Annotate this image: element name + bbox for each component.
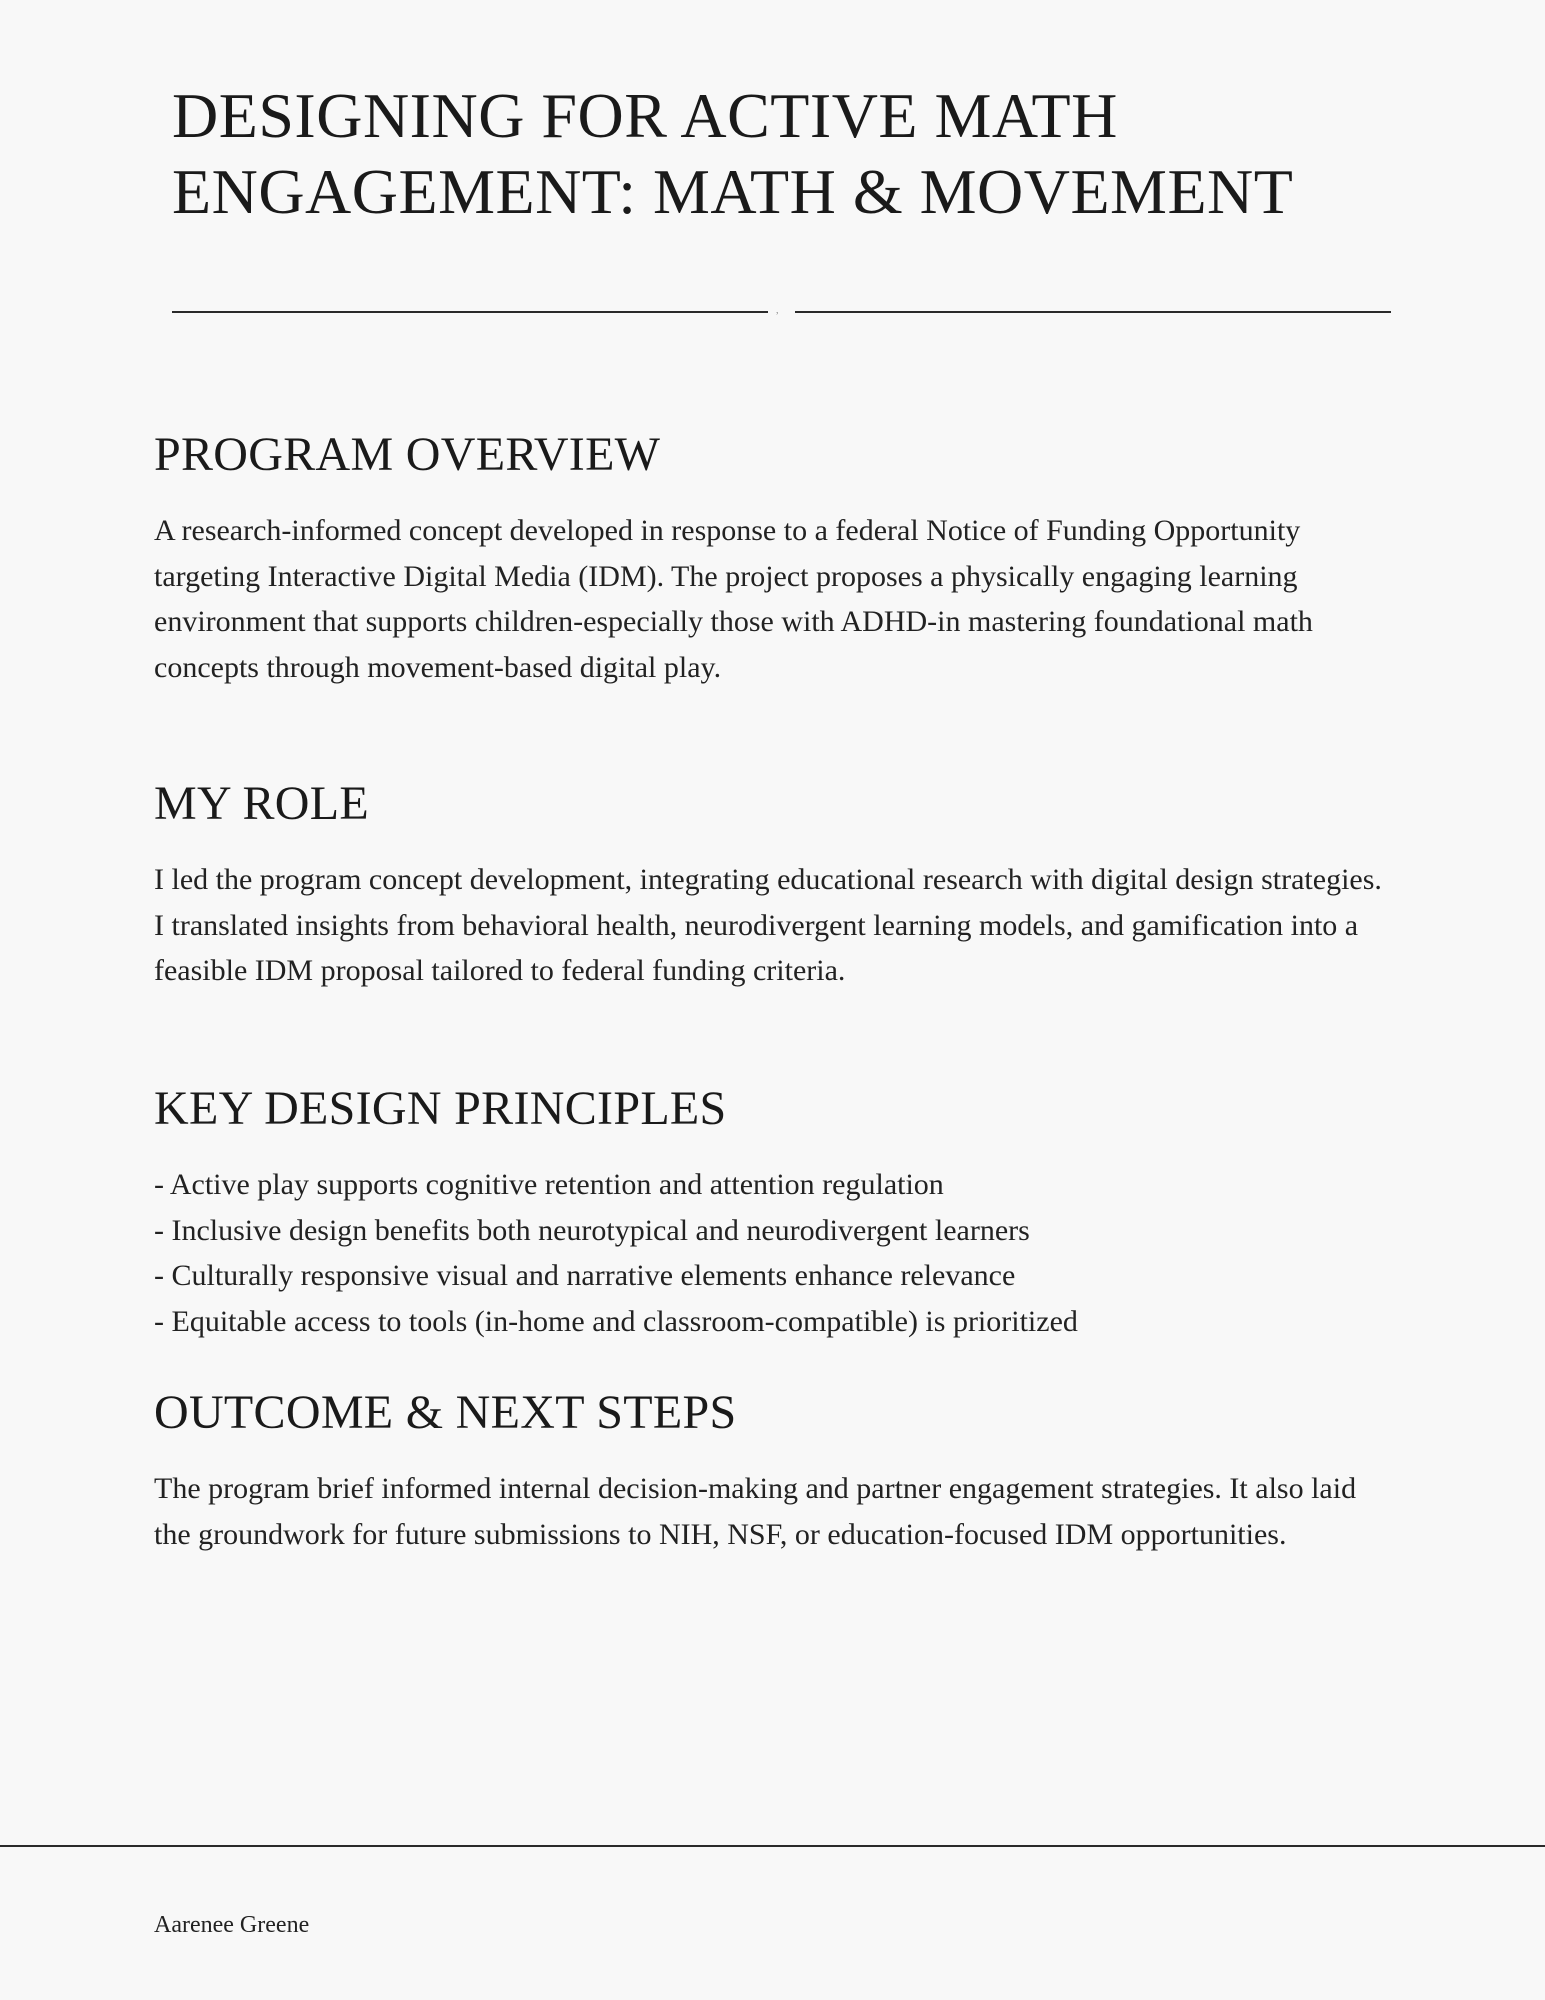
section-heading-principles: KEY DESIGN PRINCIPLES [154, 1082, 727, 1135]
footer-author: Aarenee Greene [154, 1912, 310, 1938]
title-block [172, 78, 1392, 230]
section-heading-outcome: OUTCOME & NEXT STEPS [154, 1386, 737, 1439]
page-title: DESIGNING FOR ACTIVE MATH ENGAGEMENT: MATH & MOVEMENT [172, 80, 1294, 227]
list-item: - Equitable access to tools (in-home and classroom-compatible) is prioritized [154, 1304, 1078, 1338]
list-item: - Inclusive design benefits both neurotypical and neurodivergent learners [154, 1213, 1030, 1247]
section-body-overview: A research-informed concept developed in response to a federal Notice of Funding Opportunity targeting Interactive Digital Media (IDM). The project proposes a physically engaging learning environment that supports children-especially those with ADHD-in mastering foundational math concepts through movement-based digital play. [154, 514, 1313, 684]
title-divider-right [795, 311, 1391, 313]
title-divider-left [172, 311, 768, 313]
section-outcome-next-steps [154, 1384, 1394, 1557]
divider-mark: , [776, 305, 779, 316]
list-item: - Active play supports cognitive retention and attention regulation [154, 1168, 944, 1201]
section-body-outcome: The program brief informed internal decision-making and partner engagement strategies. It also laid the groundwork for future submissions to NIH, NSF, or education-focused IDM opportunities. [154, 1472, 1357, 1551]
section-program-overview [154, 426, 1394, 690]
section-body-role: I led the program concept development, integrating educational research with digital design strategies. I translated insights from behavioral health, neurodivergent learning models, and gamification into a feasible IDM proposal tailored to federal funding criteria. [154, 863, 1382, 987]
section-heading-overview: PROGRAM OVERVIEW [154, 428, 661, 481]
list-item: - Culturally responsive visual and narrative elements enhance relevance [154, 1259, 1016, 1292]
section-my-role [154, 775, 1394, 994]
section-heading-role: MY ROLE [154, 777, 369, 830]
principles-list [154, 1162, 1394, 1344]
section-key-design-principles [154, 1080, 1394, 1344]
footer-divider [0, 1845, 1545, 1847]
